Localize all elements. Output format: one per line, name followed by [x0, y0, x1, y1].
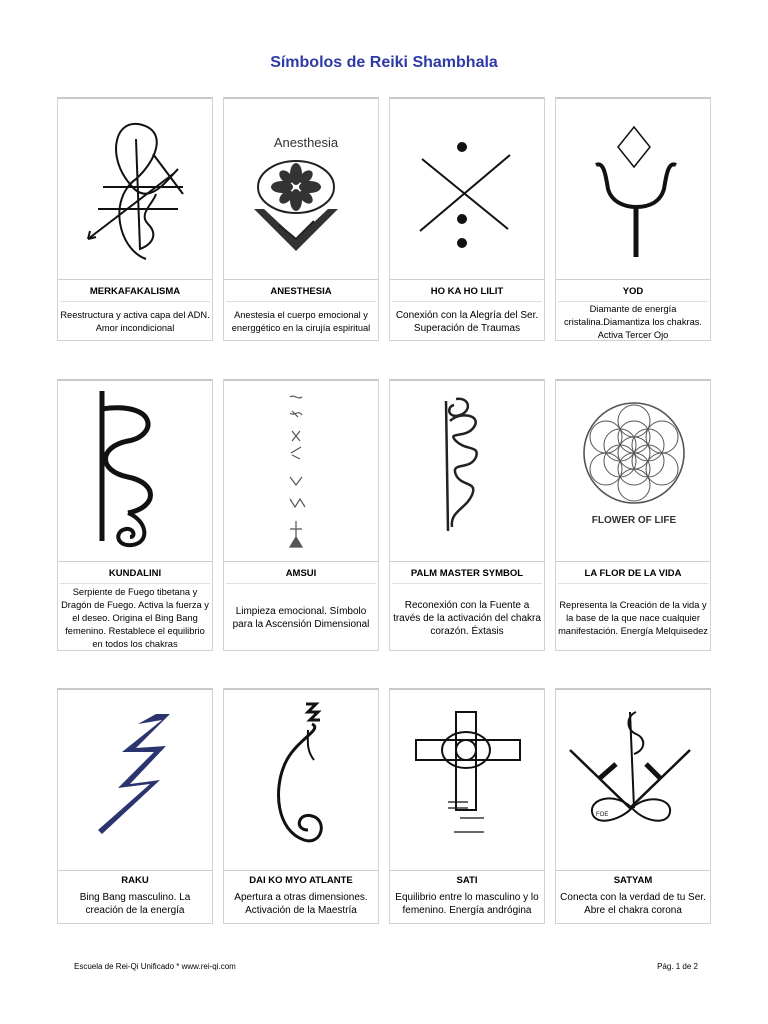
- page-title: Símbolos de Reiki Shambhala: [270, 54, 498, 71]
- symbol-card-sati: [389, 688, 545, 924]
- card-title: MERKAFAKALISMA: [58, 279, 212, 301]
- card-title: YOD: [556, 279, 710, 301]
- card-title: ANESTHESIA: [224, 279, 378, 301]
- card-description: Anestesia el cuerpo emocional y energgético en la cirujía espiritual: [226, 301, 376, 342]
- card-description: Equilibrio entre lo masculino y lo femenino. Energía andrógina: [395, 892, 539, 916]
- card-title: HO KA HO LILIT: [390, 279, 544, 301]
- card-description: Reestructura y activa capa del ADN. Amor incondicional: [60, 301, 210, 342]
- palm-master-symbol-image: [390, 381, 544, 561]
- card-title: KUNDALINI: [58, 561, 212, 583]
- ho-ka-ho-lilit-symbol-image: [390, 99, 544, 279]
- footer-school-name: Escuela de Rei-Qi Unificado * www.rei-qi.com: [74, 962, 236, 971]
- symbol-card-amsui: [223, 379, 379, 651]
- symbol-card-dai-ko-myo-atlante: [223, 688, 379, 924]
- sati-symbol-image: [390, 690, 544, 870]
- anesthesia-image-label: Anesthesia: [273, 135, 339, 150]
- card-description: Conecta con la verdad de tu Ser. Abre el chakra corona: [560, 892, 706, 916]
- kundalini-symbol-image: [58, 381, 212, 561]
- card-description: Serpiente de Fuego tibetana y Dragón de Fuego. Activa la fuerza y el deseo. Origina el Bing Bang femenino. Restablece el equilibrio en todos los chakras: [60, 583, 210, 652]
- symbol-card-merkafakalisma: [57, 97, 213, 341]
- symbol-card-palm-master: [389, 379, 545, 651]
- symbol-card-satyam: [555, 688, 711, 924]
- card-description: Representa la Creación de la vida y la base de la que nace cualquier manifestación. Energía Melquisedez: [558, 583, 708, 652]
- symbol-card-ho-ka-ho-lilit: [389, 97, 545, 341]
- symbol-card-flor-de-la-vida: [555, 379, 711, 651]
- card-title: PALM MASTER SYMBOL: [390, 561, 544, 583]
- card-title: LA FLOR DE LA VIDA: [556, 561, 710, 583]
- symbol-card-kundalini: [57, 379, 213, 651]
- card-description: Limpieza emocional. Símbolo para la Ascensión Dimensional: [226, 583, 376, 652]
- card-description: Reconexión con la Fuente a través de la activación del chakra corazón. Éxtasis: [392, 583, 542, 652]
- footer-page-number: Pág. 1 de 2: [657, 962, 698, 971]
- card-description: Bing Bang masculino. La creación de la energía: [79, 892, 191, 916]
- anesthesia-symbol-image: [224, 99, 378, 279]
- card-description: Apertura a otras dimensiones. Activación de la Maestría: [234, 892, 368, 916]
- yod-symbol-image: [556, 99, 710, 279]
- flower-of-life-symbol-image: [556, 381, 710, 561]
- card-title: RAKU: [58, 870, 212, 890]
- symbol-card-anesthesia: [223, 97, 379, 341]
- amsui-symbol-image: [224, 381, 378, 561]
- symbol-card-raku: [57, 688, 213, 924]
- merkafakalisma-symbol-image: [58, 99, 212, 279]
- symbol-card-yod: [555, 97, 711, 341]
- raku-symbol-image: [58, 690, 212, 870]
- card-description: Conexión con la Alegría del Ser. Superación de Traumas: [392, 301, 542, 342]
- flower-of-life-image-label: FLOWER OF LIFE: [591, 515, 677, 526]
- card-title: DAI KO MYO ATLANTE: [224, 870, 378, 890]
- card-description: Diamante de energía cristalina.Diamantiza los chakras. Activa Tercer Ojo: [558, 301, 708, 342]
- card-title: SATYAM: [556, 870, 710, 890]
- card-title: AMSUI: [224, 561, 378, 583]
- card-title: SATI: [390, 870, 544, 890]
- satyam-symbol-image: [556, 690, 710, 870]
- dai-ko-myo-atlante-symbol-image: [224, 690, 378, 870]
- satyam-image-label: FOE: [596, 812, 609, 818]
